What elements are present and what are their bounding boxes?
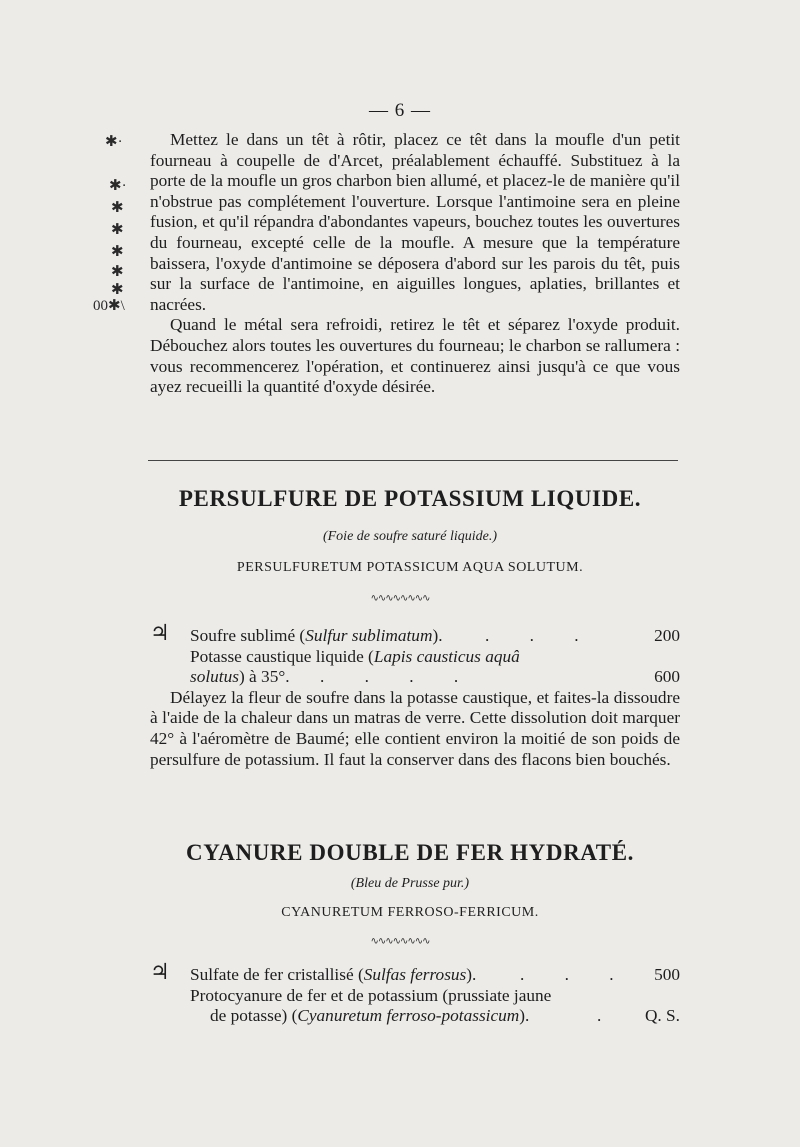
ingredient-quantity: 500 — [654, 965, 680, 984]
paragraph: Mettez le dans un têt à rôtir, placez ce têt dans la moufle d'un petit fourneau à coupelle de d'Arcet, préalablement échauffé. Substituez à la porte de la moufle un gros charbon bien allumé, et placez-le de manière qu'il n'obstrue pas complétement l'ouverture. Lorsque l'antimoine sera en pleine fusion, et qu'il répandra d'abondantes vapeurs, bouchez toutes les ouvertures du fourneau, excepté celle de la moufle. A mesure que la température baissera, l'oxyde d'antimoine se déposera d'abord sur les parois du têt, puis sur la surface de l'antimoine, en aiguilles longues, aplaties, brillantes et nacrées. — [150, 130, 680, 314]
paragraph: Délayez la fleur de soufre dans la potasse caustique, et faites-la dissoudre à l'aide de la chaleur dans un matras de verre. Cette dissolution doit marquer 42° à l'aéromètre de Baumé; elle contient environ la moitié de son poids de persulfure de potassium. Il faut la conserver dans des flacons bien bouchés. — [150, 687, 680, 769]
recipe-symbol-icon: ♃ — [150, 620, 170, 645]
section-subtitle: (Bleu de Prusse pur.) — [350, 876, 470, 891]
latin-name: CYANURETUM FERROSO-FERRICUM. — [281, 905, 539, 920]
ingredient-row: de potasse) (Cyanuretum ferroso-potassicum). . Q. S. — [210, 1006, 680, 1026]
page-number: — 6 — — [369, 100, 431, 121]
ingredient-row: Protocyanure de fer et de potassium (prussiate jaune — [190, 985, 552, 1005]
ingredient-quantity: Q. S. — [644, 1006, 680, 1026]
recipe — [150, 620, 680, 770]
intro-text — [150, 130, 680, 398]
margin-mark: 00✱\ — [93, 298, 125, 314]
paragraph: Quand le métal sera refroidi, retirez le têt et séparez l'oxyde produit. Débouchez alors toutes les ouvertures du fourneau; le charbon se rallumera : vous recommencerez l'opération, et continuerez ainsi jusqu'à ce que vous ayez recueilli la quantité d'oxyde désirée. — [150, 315, 680, 397]
section-title: CYANURE DOUBLE DE FER HYDRATÉ. — [185, 840, 635, 865]
latin-name: PERSULFURETUM POTASSICUM AQUA SOLUTUM. — [236, 560, 584, 575]
ingredient-row: Sulfate de fer cristallisé (Sulfas ferrosus). . . . 500 — [190, 965, 680, 984]
margin-mark: ✱· — [109, 178, 127, 194]
margin-mark: ✱· — [105, 134, 123, 150]
recipe — [150, 959, 680, 1027]
ingredient-quantity: 600 — [654, 666, 680, 686]
recipe-symbol-icon: ♃ — [150, 959, 170, 984]
section-divider — [148, 460, 678, 461]
ingredient-row: Soufre sublimé (Sulfur sublimatum). . . . 200 — [190, 626, 680, 645]
margin-mark: ✱ — [111, 222, 124, 238]
ingredient-row: Potasse caustique liquide (Lapis causticus aquâ solutus) à 35°. . . . . 600 — [190, 646, 680, 687]
ingredient-quantity: 200 — [654, 626, 680, 645]
margin-mark: ✱ — [111, 244, 124, 260]
margin-mark: ✱ — [111, 200, 124, 216]
section-subtitle: (Foie de soufre saturé liquide.) — [322, 529, 498, 544]
margin-mark: ✱ — [111, 282, 124, 298]
margin-mark: ✱ — [111, 264, 124, 280]
ornament: ∿∿∿∿∿∿∿∿ — [370, 593, 430, 604]
margin-annotations — [93, 128, 153, 318]
ornament: ∿∿∿∿∿∿∿∿ — [370, 936, 430, 947]
section-title: PERSULFURE DE POTASSIUM LIQUIDE. — [178, 486, 642, 511]
